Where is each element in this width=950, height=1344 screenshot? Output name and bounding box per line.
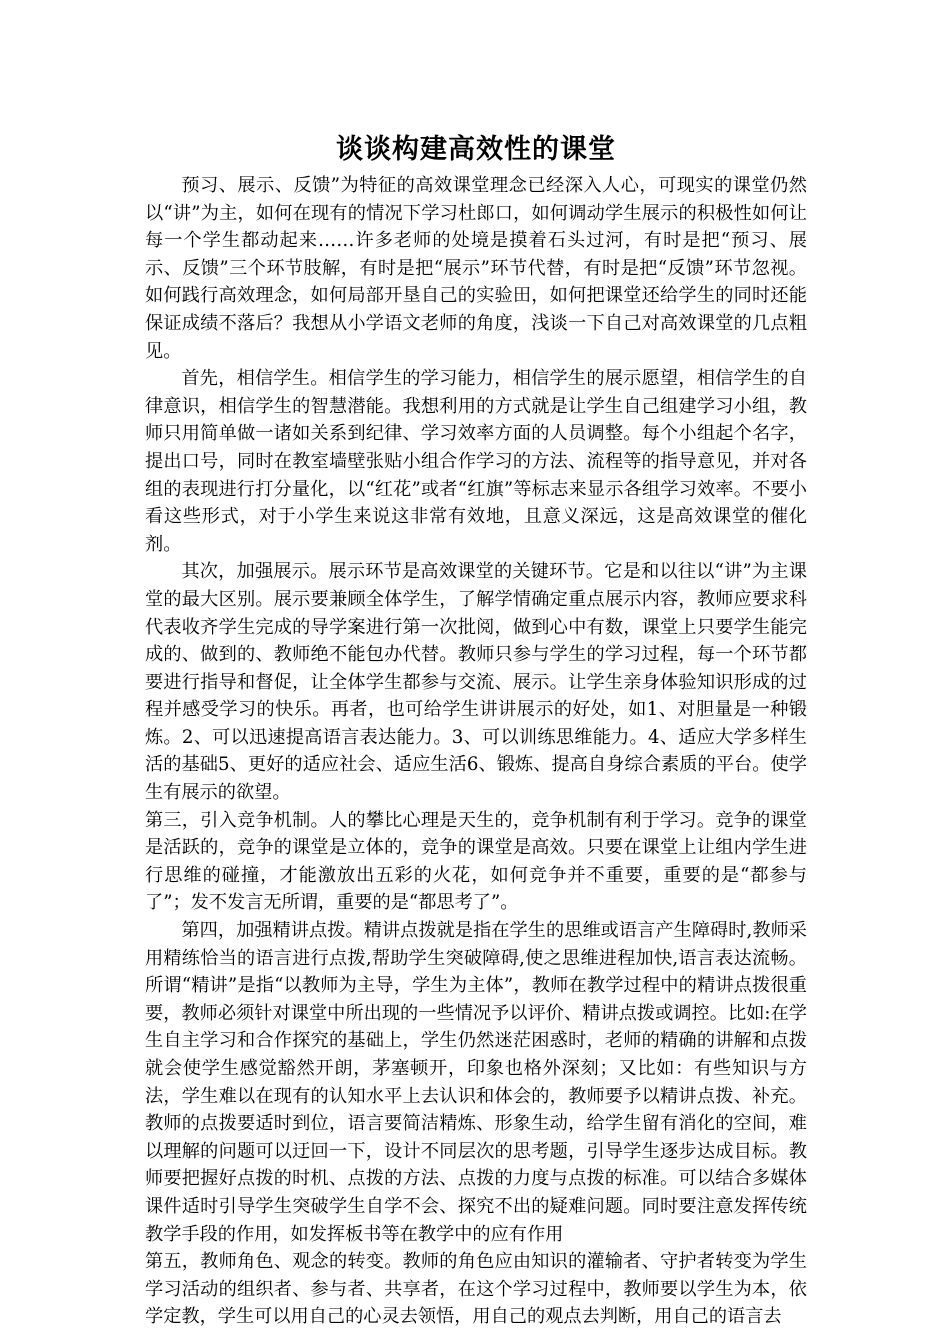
paragraph-intro: 预习、展示、反馈”为特征的高效课堂理念已经深入人心，可现实的课堂仍然以“讲”为主，如何在现有的情况下学习杜郎口，如何调动学生展示的积极性如何让每一个学生都动起来……许多老师的处境是摸着石头过河，有时是把“预习、展示、反馈”三个环节肢解，有时是把“展示”环节代替，有时是把“反馈”环节忽视。如何践行高效理念，如何局部开垦自己的实验田，如何把课堂还给学生的同时还能保证成绩不落后？我想从小学语文老师的角度，浅谈一下自己对高效课堂的几点粗见。 [145,175,807,362]
paragraph-first: 首先，相信学生。相信学生的学习能力，相信学生的展示愿望，相信学生的自律意识，相信学生的智慧潜能。我想利用的方式就是让学生自己组建学习小组，教师只用简单做一诸如关系到纪律、学习效率方面的人员调整。每个小组起个名字，提出口号，同时在教室墙壁张贴小组合作学习的方法、流程等的指导意见，并对各组的表现进行打分量化，以“红花”或者“红旗”等标志来显示各组学习效率。不要小看这些形式，对于小学生来说这非常有效地，且意义深远，这是高效课堂的催化剂。 [145,368,807,555]
document-title: 谈谈构建高效性的课堂 [336,134,616,165]
document-page [145,128,807,1331]
paragraph-fourth: 第四，加强精讲点拨。精讲点拨就是指在学生的思维或语言产生障碍时,教师采用精练恰当的语言进行点拨,帮助学生突破障碍,使之思维进程加快,语言表达流畅。所谓“精讲”是指“以教师为主导，学生为主体”，教师在教学过程中的精讲点拨很重要，教师必须针对课堂中所出现的一些情况予以评价、精讲点拨或调控。比如:在学生自主学习和合作探究的基础上，学生仍然迷茫困惑时，老师的精确的讲解和点拨就会使学生感觉豁然开朗，茅塞顿开，印象也格外深刻；又比如：有些知识与方法，学生难以在现有的认知水平上去认识和体会的，教师要予以精讲点拨、补充。教师的点拨要适时到位，语言要简洁精炼、形象生动，给学生留有消化的空间，难以理解的问题可以迂回一下，设计不同层次的思考题，引导学生逐步达成目标。教师要把握好点拨的时机、点拨的方法、点拨的力度与点拨的标准。可以结合多媒体课件适时引导学生突破学生自学不会、探究不出的疑难问题。同时要注意发挥传统教学手段的作用，如发挥板书等在教学中的应有作用 [145,920,807,1245]
paragraph-second: 其次，加强展示。展示环节是高效课堂的关键环节。它是和以往以“讲”为主课堂的最大区别。展示要兼顾全体学生，了解学情确定重点展示内容，教师应要求科代表收齐学生完成的导学案进行第一次批阅，做到心中有数，课堂上只要学生能完成的、做到的、教师绝不能包办代替。教师只参与学生的学习过程，每一个环节都要进行指导和督促，让全体学生都参与交流、展示。让学生亲身体验知识形成的过程并感受学习的快乐。再者，也可给学生讲讲展示的好处，如1、对胆量是一种锻炼。2、可以迅速提高语言表达能力。3、可以训练思维能力。4、适应大学多样生活的基础5、更好的适应社会、适应生活6、锻炼、提高自身综合素质的平台。使学生有展示的欲望。 [145,561,807,804]
paragraph-fifth: 第五，教师角色、观念的转变。教师的角色应由知识的灌输者、守护者转变为学生学习活动的组织者、参与者、共享者，在这个学习过程中，教师要以学生为本，依学定教，学生可以用自己的心灵去领悟，用自己的观点去判断，用自己的语言去 [145,1251,807,1328]
paragraph-third: 第三，引入竞争机制。人的攀比心理是天生的，竞争机制有利于学习。竞争的课堂是活跃的，竞争的课堂是立体的，竞争的课堂是高效。只要在课堂上让组内学生进行思维的碰撞，才能激放出五彩的火花，如何竞争并不重要，重要的是“都参与了”；发不发言无所谓，重要的是“都思考了”。 [145,809,807,914]
